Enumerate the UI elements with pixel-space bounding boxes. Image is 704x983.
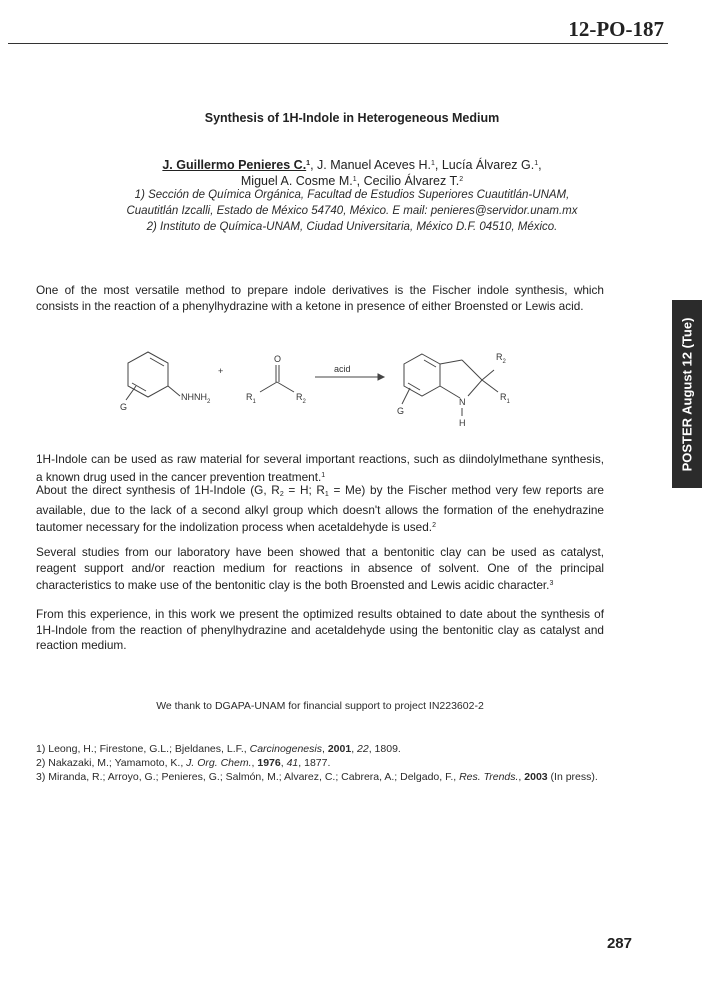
affiliation-line: 1) Sección de Química Orgánica, Facultad de Estudios Superiores Cuautitlán-UNAM, <box>134 189 570 201</box>
g-bond <box>402 388 410 404</box>
ref-volume: 41 <box>286 757 299 769</box>
body-text: About the direct synthesis of 1H-Indole (G, R <box>36 483 280 497</box>
author-name: Miguel A. Cosme M. <box>240 174 353 188</box>
reaction-scheme <box>110 342 550 432</box>
header-rule <box>8 43 668 44</box>
paper-title: Synthesis of 1H-Indole in Heterogeneous Medium <box>204 111 500 125</box>
arrow-head <box>378 374 384 380</box>
r2-label-product: $R_2$ <box>496 352 506 365</box>
author-mark: 1 <box>306 160 311 167</box>
ref-mark: 3 <box>549 580 554 587</box>
affiliation-line: 2) Instituto de Química-UNAM, Ciudad Universitaria, México D.F. 04510, México. <box>146 221 558 233</box>
author-separator: , <box>538 158 542 172</box>
author-name: , Cecilio Álvarez T. <box>356 174 460 188</box>
benzene-ring <box>128 352 168 397</box>
author-name: , Lucía Álvarez G. <box>434 158 535 172</box>
authors-line-2 <box>20 172 684 189</box>
journal-name: Res. Trends. <box>459 771 519 783</box>
author-mark: 2 <box>459 176 464 183</box>
reference-item: 1) Leong, H.; Firestone, G.L.; Bjeldanes, L.F., Carcinogenesis, 2001, 22, 1809. <box>36 743 401 755</box>
hydrogen-label: H <box>459 418 466 428</box>
intro-paragraph: One of the most versatile method to prepare indole derivatives is the Fischer indole synthesis, which consists in the reaction of a phenylhydrazine with a ketone in presence of either Broensted or Lewis acid. <box>36 283 604 313</box>
ref-year: 2001 <box>327 743 352 755</box>
subscript: 1 <box>324 491 329 498</box>
ketone-bond <box>277 382 294 392</box>
r1-label: $R_1$ <box>246 392 256 405</box>
subscript: 2 <box>279 491 284 498</box>
author-mark: 1 <box>352 176 357 183</box>
body-paragraph-2 <box>36 483 604 536</box>
reference-item: 2) Nakazaki, M.; Yamamoto, K., J. Org. Chem., 1976, 41, 1877. <box>36 757 331 769</box>
r1-label-product: $R_1$ <box>500 392 510 405</box>
body-paragraph-3 <box>36 545 604 594</box>
main-author: J. Guillermo Penieres C. <box>162 158 307 172</box>
plus-sign: + <box>218 366 224 376</box>
acknowledgement: We thank to DGAPA-UNAM for financial support to project IN223602-2 <box>156 700 484 712</box>
affiliation-line: Cuautitlán Izcalli, Estado de México 54740, México. E mail: penieres@servidor.unam.mx <box>126 205 578 217</box>
body-text: 1H-Indole can be used as raw material for several important reactions, such as diindolylmethane synthesis, a known drug used in the cancer prevention treatment. <box>36 452 604 484</box>
ketone-bond <box>260 382 277 392</box>
body-text: = Me) by the Fischer method very few reports are available, due to the lack of a second alkyl group which doesn't allows the formation of the enehydrazine tautomer necessary for the indolization process when acetaldehyde is used. <box>36 483 604 534</box>
arrow-label: acid <box>334 364 351 374</box>
body-text: = H; R <box>283 483 325 497</box>
oxygen-label: O <box>274 354 282 364</box>
author-name: , J. Manuel Aceves H. <box>310 158 431 172</box>
pyrrole-bond <box>440 386 460 398</box>
poster-side-tab <box>672 300 702 488</box>
nitrogen-label: N <box>459 397 466 407</box>
r1-bond <box>482 380 498 392</box>
body-text: Several studies from our laboratory have been showed that a bentonitic clay can be used as catalyst, reagent support and/or reaction medium for reactions in absence of solvent. One of the principal characteristics to make use of the bentonitic clay is the both Broensted and Lewis acidic character. <box>36 545 604 592</box>
ref-year: 2003 <box>524 771 548 783</box>
pyrrole-bond <box>468 380 482 396</box>
ref-year: 1976 <box>257 757 281 769</box>
nhnh2-label: $NHNH_2$ <box>181 392 211 405</box>
ref-mark: 2 <box>432 522 436 529</box>
author-mark: 1 <box>430 160 435 167</box>
body-paragraph-1 <box>36 452 604 485</box>
pyrrole-bond <box>462 360 482 380</box>
page-number: 287 <box>606 935 632 952</box>
side-tab-label: POSTER August 12 (Tue) <box>679 317 695 471</box>
reference-item: 3) Miranda, R.; Arroyo, G.; Penieres, G.; Salmón, M.; Alvarez, C.; Cabrera, A.; Delgado, F., Res. Trends., 2003 (In press). <box>36 771 598 783</box>
body-paragraph-4: From this experience, in this work we present the optimized results obtained to date about the synthesis of 1H-Indole from the reaction of phenylhydrazine and acetaldehyde using the bentonitic clay as catalyst and reaction medium. <box>36 607 604 652</box>
g-label-product: G <box>397 406 405 416</box>
author-mark: 1 <box>534 160 539 167</box>
ref-mark: 1 <box>321 471 326 479</box>
g-label: G <box>120 402 128 412</box>
nhnh2-bond <box>168 386 180 396</box>
journal-name: J. Org. Chem. <box>186 757 252 769</box>
r2-label: $R_2$ <box>296 392 306 405</box>
pyrrole-bond <box>440 360 462 364</box>
authors-line-1 <box>20 156 684 173</box>
ref-volume: 22 <box>357 743 369 755</box>
r2-bond <box>482 370 494 380</box>
paper-code: 12-PO-187 <box>568 17 664 41</box>
journal-name: Carcinogenesis <box>249 743 322 755</box>
